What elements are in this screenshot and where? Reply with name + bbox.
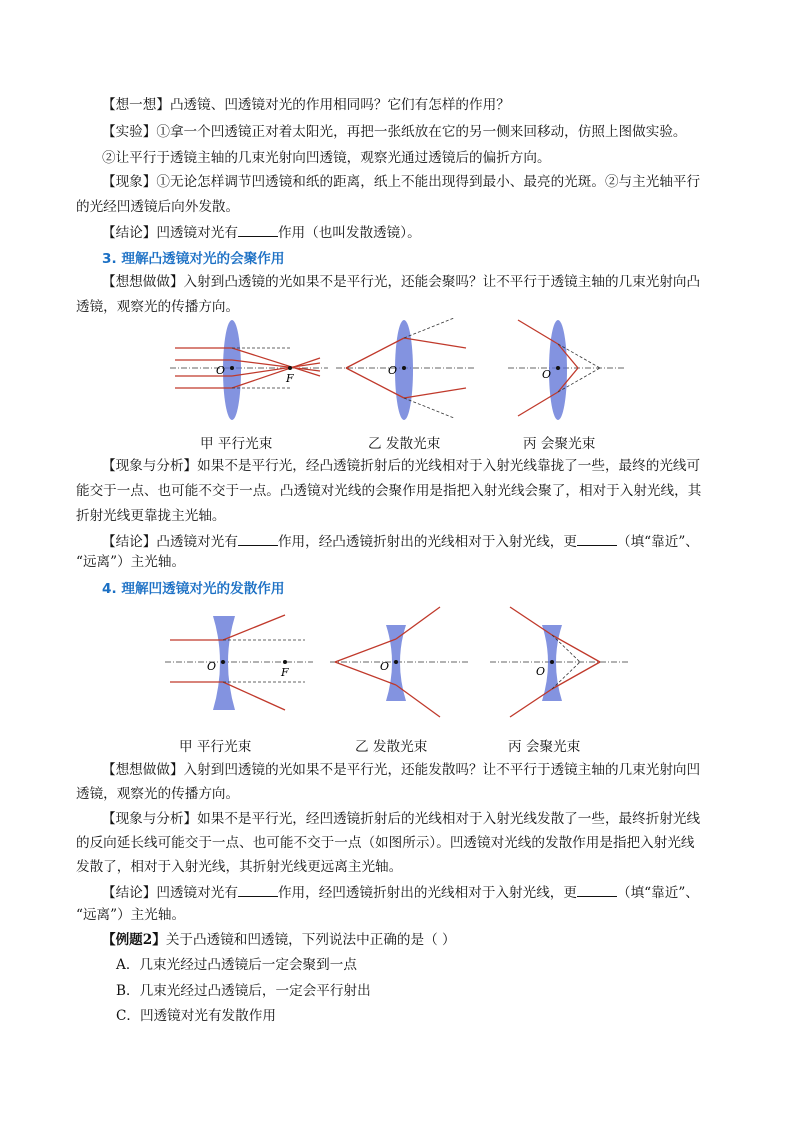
convex-divergent-diagram [336, 318, 476, 424]
optical-center-label: O [216, 364, 226, 377]
concave-analysis-line-1: 【现象与分析】如果不是平行光，经凹透镜折射后的光线相对于入射光线发散了一些，最终折射光线 [102, 811, 701, 827]
answer-blank[interactable] [238, 882, 278, 897]
section-3-heading: 3. 理解凸透镜对光的会聚作用 [102, 251, 285, 267]
concave-conclusion: 【结论】凹透镜对光有 作用，经凹透镜折射出的光线相对于入射光线，更 （填“靠近”、 [102, 882, 699, 903]
convex-caption-divergent: 乙 发散光束 [368, 436, 441, 452]
answer-blank[interactable] [577, 531, 617, 546]
svg-text:O: O [388, 364, 398, 377]
concave-parallel-diagram [165, 610, 315, 720]
focus-label: F [286, 372, 294, 385]
concave-caption-parallel: 甲 平行光束 [179, 739, 252, 755]
svg-text:O: O [380, 660, 390, 673]
convex-parallel-diagram [170, 318, 330, 424]
option-c[interactable]: C．凹透镜对光有发散作用 [116, 1008, 276, 1024]
convex-analysis-line-2: 能交于一点、也可能不交于一点。凸透镜对光线的会聚作用是指把入射光线会聚了，相对于入射光线，其 [76, 483, 702, 499]
phenomenon-line-1: 【现象】①无论怎样调节凹透镜和纸的距离，纸上不能出现得到最小、最亮的光斑。②与主光轴平行 [102, 174, 701, 190]
concave-analysis-line-2: 的反向延长线可能交于一点、也可能不交于一点（如图所示）。凹透镜对光线的发散作用是指把入射光线 [76, 835, 695, 851]
experiment-step-1: 【实验】①拿一个凹透镜正对着太阳光，再把一张纸放在它的另一侧来回移动，仿照上图做实验。 [102, 124, 687, 140]
svg-text:O: O [207, 660, 217, 673]
answer-blank[interactable] [238, 531, 278, 546]
option-a[interactable]: A．几束光经过凸透镜后一定会聚到一点 [116, 957, 357, 973]
convex-caption-convergent: 丙 会聚光束 [523, 436, 596, 452]
concave-caption-divergent: 乙 发散光束 [355, 739, 428, 755]
try-convex-line-2: 透镜，观察光的传播方向。 [76, 299, 240, 315]
svg-text:O: O [542, 368, 552, 381]
example-question: 【例题2】关于凸透镜和凹透镜，下列说法中正确的是（ ） [102, 932, 456, 948]
concave-caption-convergent: 丙 会聚光束 [508, 739, 581, 755]
convex-caption-parallel: 甲 平行光束 [200, 436, 273, 452]
try-concave-line-2: 透镜，观察光的传播方向。 [76, 786, 240, 802]
convex-analysis-line-3: 折射光线更靠拢主光轴。 [76, 508, 226, 524]
try-concave-line-1: 【想想做做】入射到凹透镜的光如果不是平行光，还能发散吗？让不平行于透镜主轴的几束光射向凹 [102, 762, 701, 778]
concave-divergent-diagram [330, 605, 470, 720]
convex-convergent-diagram [508, 318, 628, 424]
concave-conclusion-cont: “远离”）主光轴。 [76, 907, 186, 923]
answer-blank[interactable] [238, 222, 278, 237]
phenomenon-line-2: 的光经凹透镜后向外发散。 [76, 199, 240, 215]
answer-blank[interactable] [577, 882, 617, 897]
concave-analysis-line-3: 发散了，相对于入射光线，其折射光线更远离主光轴。 [76, 859, 403, 875]
think-prompt: 【想一想】凸透镜、凹透镜对光的作用相同吗？它们有怎样的作用？ [102, 97, 510, 113]
section-4-heading: 4. 理解凹透镜对光的发散作用 [102, 581, 285, 597]
convex-conclusion-cont: “远离”）主光轴。 [76, 554, 186, 570]
option-b[interactable]: B．几束光经过凸透镜后，一定会平行射出 [116, 983, 371, 999]
svg-text:O: O [536, 665, 546, 678]
concave-convergent-diagram [490, 605, 630, 720]
convex-analysis-line-1: 【现象与分析】如果不是平行光，经凸透镜折射后的光线相对于入射光线靠拢了一些，最终的光线可 [102, 458, 701, 474]
experiment-step-2: ②让平行于透镜主轴的几束光射向凹透镜，观察光通过透镜后的偏折方向。 [102, 150, 551, 166]
try-convex-line-1: 【想想做做】入射到凸透镜的光如果不是平行光，还能会聚吗？让不平行于透镜主轴的几束光射向凸 [102, 274, 701, 290]
convex-conclusion: 【结论】凸透镜对光有 作用，经凸透镜折射出的光线相对于入射光线，更 （填“靠近”、 [102, 531, 699, 552]
svg-text:F: F [281, 666, 289, 679]
conclusion-concave: 【结论】凹透镜对光有 作用（也叫发散透镜）。 [102, 222, 421, 243]
